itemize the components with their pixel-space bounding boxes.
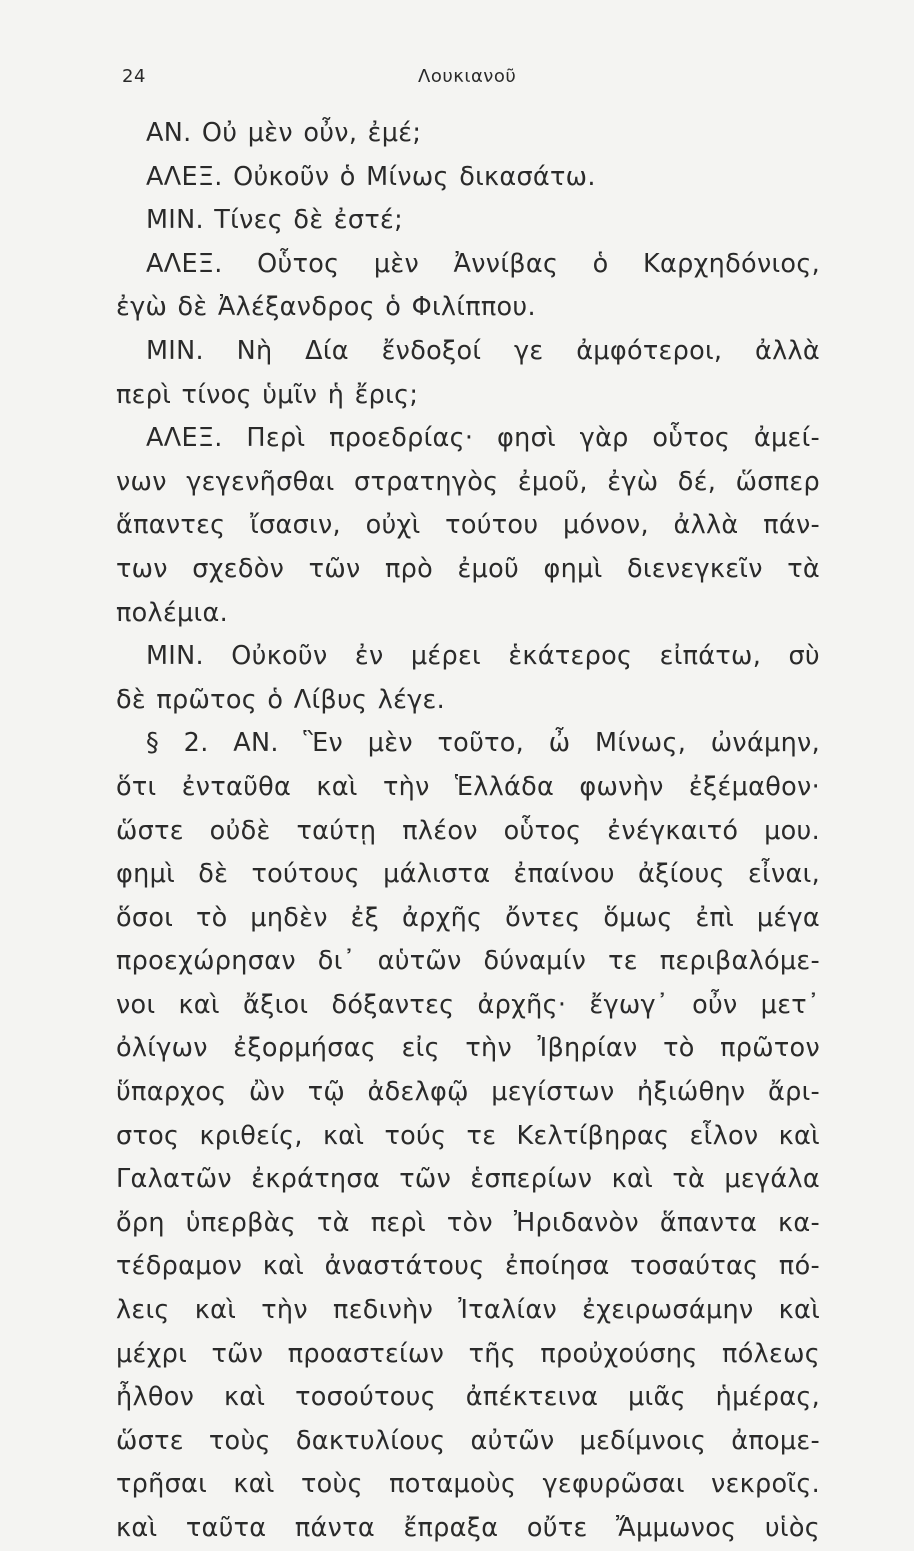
text-line: νων γεγενῆσθαι στρατηγὸς ἐμοῦ, ἐγὼ δέ, ὥσπερ xyxy=(116,466,820,497)
text-line: ΑΛΕΞ. Οὐκοῦν ὁ Μίνως δικασάτω. xyxy=(146,161,596,192)
running-title: Λουκιανοῦ xyxy=(418,66,517,87)
text-line: δὲ πρῶτος ὁ Λίβυς λέγε. xyxy=(116,684,446,715)
text-line: ΜΙΝ. Τίνες δὲ ἐστέ; xyxy=(146,205,403,236)
text-line: ἅπαντες ἴσασιν, οὐχὶ τούτου μόνον, ἀλλὰ πάν- xyxy=(116,510,820,541)
body-text xyxy=(116,112,820,1551)
text-line: μέχρι τῶν προαστείων τῆς προὐχούσης πόλεως xyxy=(116,1338,820,1369)
text-line: Γαλατῶν ἐκράτησα τῶν ἑσπερίων καὶ τὰ μεγάλα xyxy=(116,1164,820,1195)
text-line: πολέμια. xyxy=(116,597,228,628)
text-line: ΜΙΝ. Οὐκοῦν ἐν μέρει ἑκάτερος εἰπάτω, σὺ xyxy=(146,641,820,672)
text-line: ἦλθον καὶ τοσούτους ἀπέκτεινα μιᾶς ἡμέρας, xyxy=(116,1382,820,1413)
page-header xyxy=(122,66,822,96)
text-line: νοι καὶ ἄξιοι δόξαντες ἀρχῆς· ἔγωγ᾽ οὖν μετ᾽ xyxy=(116,989,820,1020)
page-number: 24 xyxy=(122,66,146,87)
text-line: ἐγὼ δὲ Ἀλέξανδρος ὁ Φιλίππου. xyxy=(116,292,536,323)
text-line: προεχώρησαν δι᾽ αὑτῶν δύναμίν τε περιβαλόμε- xyxy=(116,946,820,977)
text-line: καὶ ταῦτα πάντα ἔπραξα οὔτε Ἄμμωνος υἱὸς xyxy=(116,1513,820,1543)
text-line: ΑΛΕΞ. Περὶ προεδρίας· φησὶ γὰρ οὗτος ἀμεί- xyxy=(146,423,820,454)
text-line: ὥστε τοὺς δακτυλίους αὐτῶν μεδίμνοις ἀπομε- xyxy=(116,1425,820,1456)
text-line: ὅσοι τὸ μηδὲν ἐξ ἀρχῆς ὄντες ὅμως ἐπὶ μέγα xyxy=(116,902,820,933)
text-line: ὥστε οὐδὲ ταύτῃ πλέον οὗτος ἐνέγκαιτό μου. xyxy=(116,815,820,846)
text-line: τέδραμον καὶ ἀναστάτους ἐποίησα τοσαύτας πό- xyxy=(116,1251,820,1282)
text-line: ΑΝ. Οὐ μὲν οὖν, ἐμέ; xyxy=(146,118,422,148)
text-line: φημὶ δὲ τούτους μάλιστα ἐπαίνου ἀξίους εἶναι, xyxy=(116,859,820,890)
text-line: ὀλίγων ἐξορμήσας εἰς τὴν Ἰβηρίαν τὸ πρῶτον xyxy=(116,1033,820,1064)
text-line: ὄρη ὑπερβὰς τὰ περὶ τὸν Ἠριδανὸν ἅπαντα κα- xyxy=(116,1207,820,1238)
text-line: ὕπαρχος ὢν τῷ ἀδελφῷ μεγίστων ἠξιώθην ἄρι- xyxy=(116,1077,820,1108)
text-line: τρῆσαι καὶ τοὺς ποταμοὺς γεφυρῶσαι νεκροῖς. xyxy=(116,1469,820,1500)
text-line: περὶ τίνος ὑμῖν ἡ ἔρις; xyxy=(116,379,419,410)
text-line: στος κριθείς, καὶ τούς τε Κελτίβηρας εἷλον καὶ xyxy=(116,1120,820,1151)
text-line: ΑΛΕΞ. Οὗτος μὲν Ἀννίβας ὁ Καρχηδόνιος, xyxy=(146,248,820,279)
text-line: ὅτι ἐνταῦθα καὶ τὴν Ἑλλάδα φωνὴν ἐξέμαθον· xyxy=(116,771,820,802)
text-line: § 2. ΑΝ. Ἓν μὲν τοῦτο, ὦ Μίνως, ὠνάμην, xyxy=(146,728,820,759)
text-line: ΜΙΝ. Νὴ Δία ἔνδοξοί γε ἀμφότεροι, ἀλλὰ xyxy=(146,335,820,366)
text-line: των σχεδὸν τῶν πρὸ ἐμοῦ φημὶ διενεγκεῖν τὰ xyxy=(116,553,820,584)
text-line: λεις καὶ τὴν πεδινὴν Ἰταλίαν ἐχειρωσάμην καὶ xyxy=(116,1295,820,1326)
